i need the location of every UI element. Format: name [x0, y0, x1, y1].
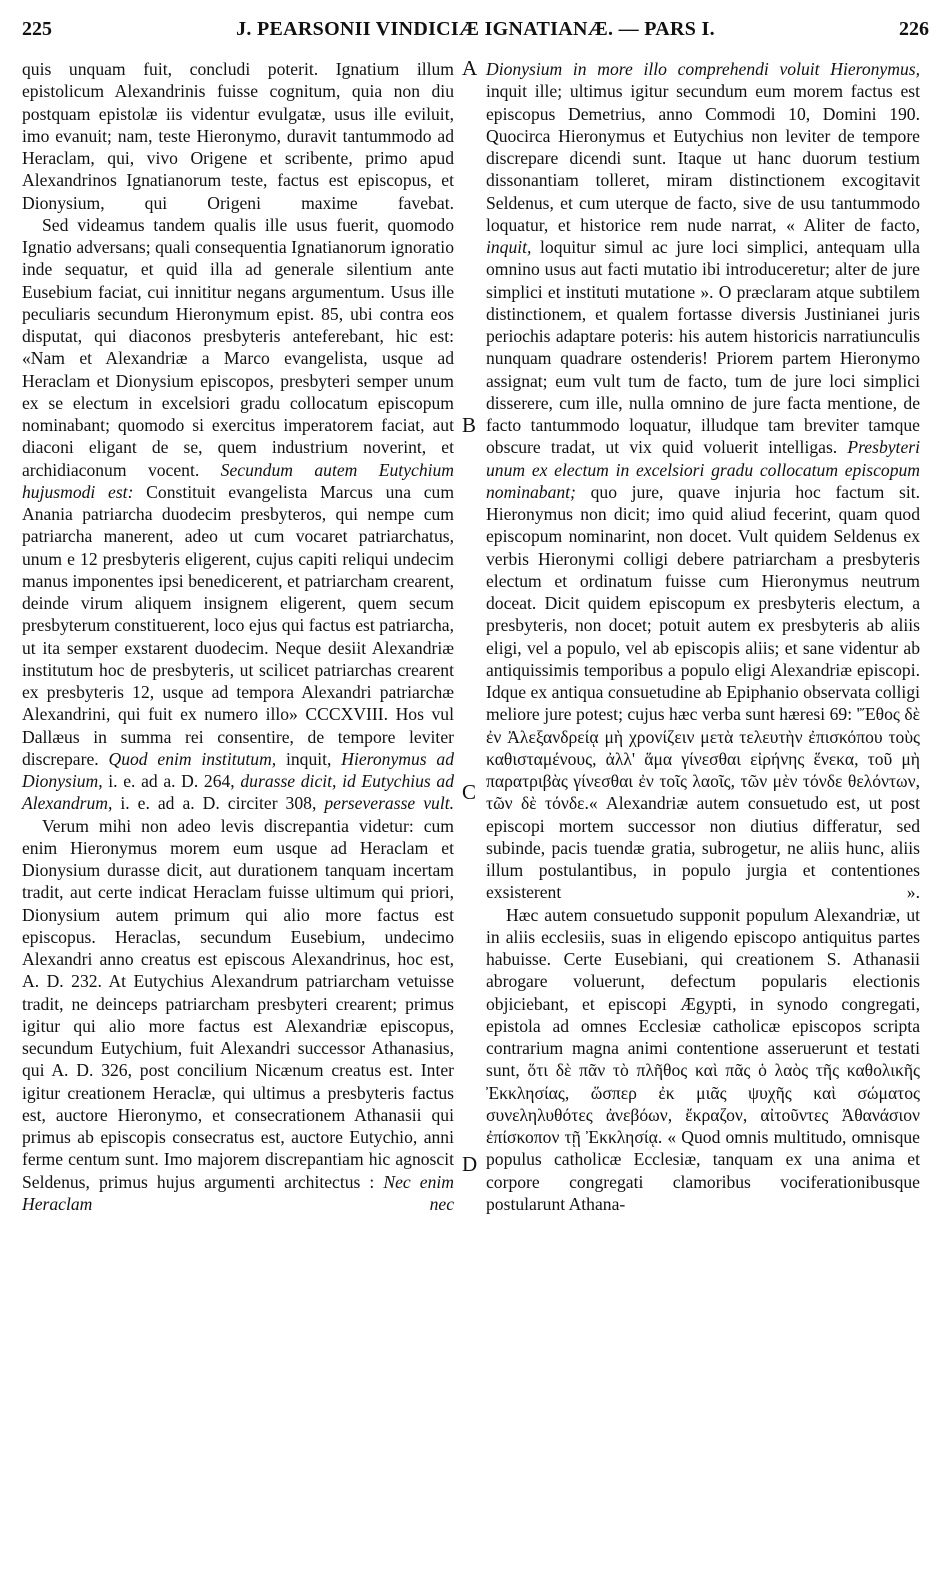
- left-paragraph-2: [22, 214, 454, 815]
- right-column: [486, 58, 920, 1215]
- left-column: [22, 58, 454, 1215]
- margin-marker-a: A: [462, 56, 478, 80]
- margin-marker-b: B: [462, 413, 477, 437]
- left-p2-text-d: i. e. ad a. D. 264,: [108, 771, 235, 791]
- left-paragraph-1: quis unquam fuit, concludi poterit. Ignatium illum epistolicum Alexandrinis fuisse cognitum, quia non diu postquam epistolæ iis videntur evulgatæ, usus ille eviluit, imo evanuit; nam, teste Hieronymo, duravit tantummodo ad Heraclam, qui, vivo Origene et scribente, primo apud Alexandrinos Ignatianorum teste, factus est episcopus, et Dionysium, qui Origeni maxime favebat.: [22, 59, 454, 213]
- page-number-left: 225: [22, 18, 52, 40]
- left-p3-italic: Nec enim Heraclam nec: [22, 1171, 455, 1214]
- left-p2-text-c: inquit,: [286, 748, 332, 769]
- left-p2-text-a: Sed videamus tandem qualis ille usus fuerit, quomodo Ignatio adversans; quali consequentia Ignatianorum ignoratio inde sequatur, et quid illa ad generale silentium ante Eusebium faciat, cui innititur negans argumentum. Usus ille peculiaris secundum Hieronymum epist. 85, ubi contra eos disputat, qui diaconos presbyteris anteferebant, hic est: «Nam et Alexandriæ a Marco evangelista, usque ad Heraclam et Dionysium episcopos, presbyteri semper unum ex se electum in excelsiori gradu collocatum episcopum nominabant; quomodo si exercitus imperatorem faciat, aut diaconi eligant de se, quem industrium noverint, et archidiaconum vocent.: [22, 214, 454, 480]
- right-p1-italic-b: inquit,: [486, 237, 532, 257]
- right-p1-text-c: quo jure, quave injuria hoc factum sit. Hieronymus non dicit; imo quid aliud fecerint, quam quod episcopum nominarint, non docet. Vult quidem Seldenus ex verbis Hieronymi colligi debere patriarcham a presbyteris electum et ordinatum fuisse cum Hieronymus neutrum doceat. Dicit quidem episcopum ex presbyteris electum, a presbyteris, non docet; potuit autem ex presbyteris ab aliis eligi, vel a populo, vel ab episcopis aliis; et sane videntur ab antiquissimis temporibus a populo eligi Alexandriæ episcopi. Idque ex antiqua consuetudine ab Epiphanio observata colligi meliore jure potest; cujus hæc verba sunt hæresi 69: 'Ἔθος δὲ ἐν Ἀλεξανδρείᾳ μὴ χρονίζειν μετὰ τελευτὴν ἐπισκόπου τοὺς καθισταμένους, ἀλλ' ἅμα γίνεσθαι εἰρήνης ἕνεκα, τοῦ μὴ παρατριβὰς γίνεσθαι ἐν τοῖς λαοῖς, τῶν μὲν τόνδε θελόντων, τῶν δὲ τόνδε.« Alexandriæ autem consuetudo est, ut post episcopi mortem successor non diutius differatur, sed subinde, pacis tuendæ gratia, subrogetur, ne aliis hunc, aliis illum postulantibus, in populo jurgia et contentiones exsisterent ».: [486, 481, 920, 903]
- left-p2-italic-a: Secundum autem Eutychium hujusmodi est:: [22, 459, 455, 502]
- left-p2-text-b: Constituit evangelista Marcus una cum Anania patriarcha duodecim presbyteros, qui nempe cum patriarcha manerent, adeo ut cum vocaret patriarchatus, unum e 12 presbyteris eligerent, cujus capiti reliqui undecim manus imponentes ipsi benedicerent, et patriarcham crearent, deinde virum aliquem insignem eligerent, quem secum presbyterum constituerent, loco ejus qui factus est patriarcha, ut ita semper exstarent duodecim. Neque desiit Alexandriæ institutum hoc de presbyteris, ut scilicet patriarchas crearent ex presbyteris 12, usque ad tempora Alexandri patriarchæ Alexandrini, qui fuit ex numero illo» CCCXVIII. Hos vul Dallæus in summa rei consentire, de tempore leviter discrepare.: [22, 481, 454, 769]
- left-paragraph-3: [22, 815, 454, 1216]
- page-number-right: 226: [899, 18, 929, 40]
- right-p1-italic-a: Dionysium in more illo comprehendi voluit Hieronymus,: [486, 59, 920, 79]
- left-p2-italic-b: Quod enim institutum,: [108, 748, 277, 769]
- margin-marker-d: D: [462, 1152, 478, 1176]
- right-p1-text-b: loquitur simul ac jure loci simplici, antequam ulla omnino usus aut facti mutatio ibi introduceretur; alter de jure simplici et instituti mutatione ». O præclaram atque subtilem distinctionem, et qualem fortasse diversis Justinianei juris periochis adaptare poteris: his autem historicis narratiunculis nunquam quadrare ostenderis! Priorem partem Hieronymo assignat; eum vult tum de facto, tum de jure loci simplici disserere, cum ille, nulla omnino de jure facta mentione, de facto tantummodo loquatur, illudque tam breviter tamque obscure tradat, ut vix quid voluerit intelligas.: [486, 237, 920, 458]
- right-p1-text-a: inquit ille; ultimus igitur secundum eum morem factus est episcopus Demetrius, anno Commodi 10, Domini 190. Quocirca Hieronymus et Eutychius non leviter de tempore discrepare dicendi sunt. Itaque ut hanc duorum testium dissonantiam tolleret, miram distinctionem excogitavit Seldenus, et cum uterque de facto, sive de usu tantummodo loquatur, et historice rem nude narrat, « Aliter de facto,: [486, 81, 920, 235]
- left-p2-text-e: i. e. ad a. D. circiter 308,: [120, 793, 317, 814]
- right-paragraph-2: Hæc autem consuetudo supponit populum Alexandriæ, ut in aliis ecclesiis, suas in eligendo episcopo antiquitus partes habuisse. Certe Eusebiani, qui creationem S. Athanasii abrogare voluerunt, defectum popularis electionis objiciebant, et episcopi Ægypti, in synodo congregati, epistola ad omnes Ecclesiæ catholicæ episcopos scripta contrarium magna animi contentione asseruerunt et testati sunt, ὅτι δὲ πᾶν τὸ πλῆθος καὶ πᾶς ὁ λαὸς τῆς καθολικῆς Ἐκκλησίας, ὥσπερ ἐκ μιᾶς ψυχῆς καὶ σώματος συνεληλυθότες ἀνεβόων, ἔκραζον, αἰτοῦντες Ἀθανάσιον ἐπίσκοπον τῇ Ἐκκλησίᾳ. « Quod omnis multitudo, omnisque populus catholicæ Ecclesiæ, tanquam ex una anima et corpore congregati clamoribus vociferationibusque postularunt Athana-: [486, 904, 920, 1214]
- left-p2-italic-c: Hieronymus ad Dionysium,: [22, 748, 455, 791]
- margin-marker-c: C: [462, 780, 477, 804]
- running-title: J. PEARSONII VINDICIÆ IGNATIANÆ. — PARS I.: [236, 18, 715, 40]
- left-p2-italic-d: durasse dicit, id Eutychius ad Alexandrum,: [22, 771, 455, 814]
- running-header: [0, 18, 951, 48]
- right-paragraph-1: [486, 58, 920, 904]
- left-p2-italic-e: perseverasse vult.: [324, 793, 455, 814]
- right-p1-italic-c: Presbyteri unum ex electum in excelsiori gradu collocatum episcopum nominabant;: [486, 437, 920, 502]
- left-p3-text: Verum mihi non adeo levis discrepantia videtur: cum enim Hieronymus morem eum usque ad Heraclam et Dionysium durasse dicit, aut durationem tanquam incertam tradit, aut certe indicat Heraclam fuisse ultimum qui priori, Dionysium autem primum qui alio more factus est episcopus. Heraclas, secundum Eusebium, undecimo Alexandri anno creatus est episcous Alexandrinus, hoc est, A. D. 232. At Eutychius Alexandrum patriarcham vetuisse tradit, ne deinceps patriarcham presbyteri crearent; primus igitur qui alio more factus est Alexandriæ episcopus, secundum Eutychium, fuit Alexandri successor Athanasius, qui A. D. 326, post concilium Nicænum creatus est. Inter igitur creationem Heraclæ, qui ultimus a presbyteris factus est, auctore Hieronymo, et consecrationem Athanasii qui primus ab episcopis consecratus est, auctore Eutychio, anni ferme centum sunt. Imo majorem discrepantiam hic agnoscit Seldenus, primus hujus argumenti architectus :: [22, 815, 454, 1192]
